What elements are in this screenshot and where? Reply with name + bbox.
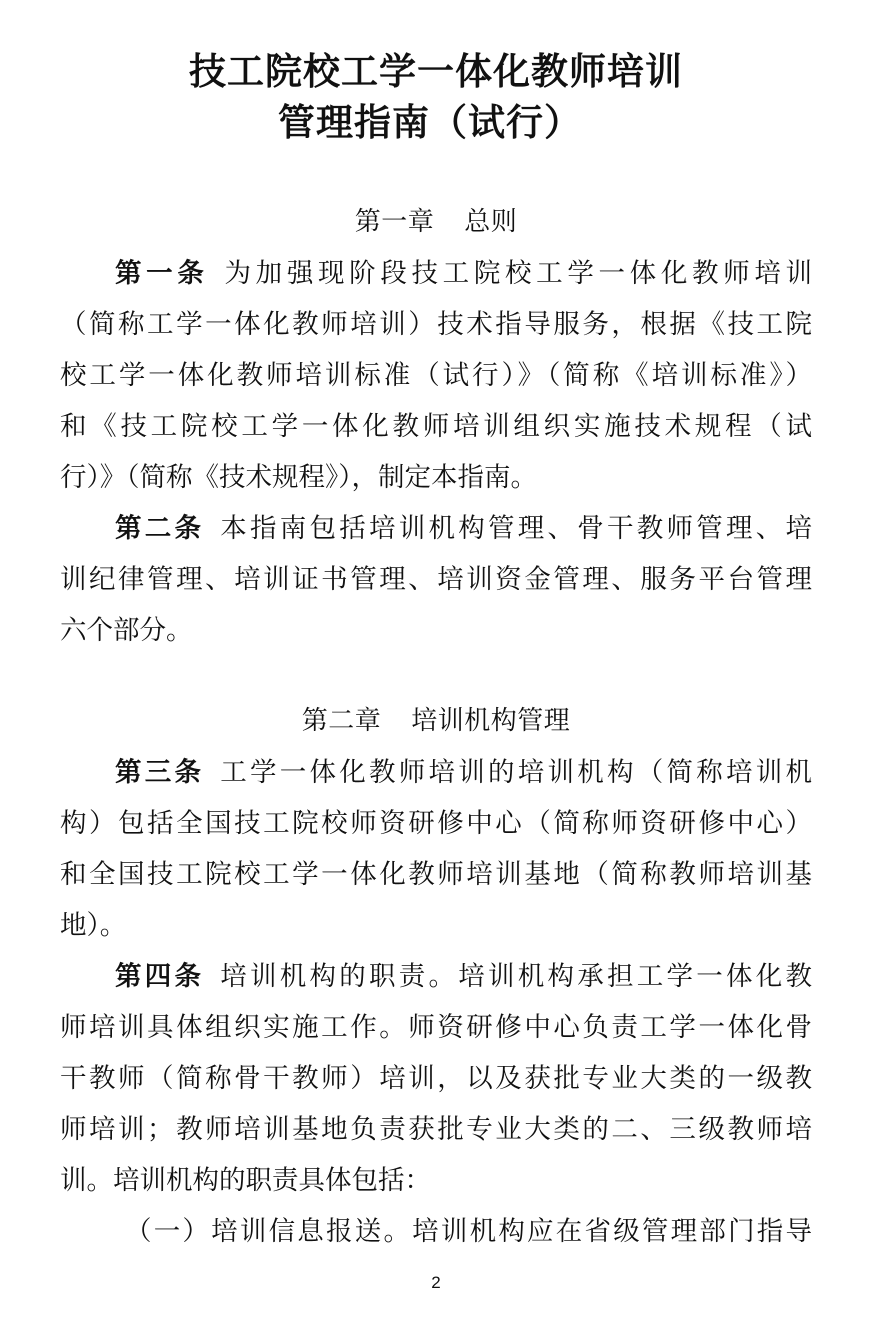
page-number: 2 (431, 1273, 441, 1292)
article3-line4: 地）。 (60, 910, 127, 941)
article2-line3: 六个部分。 (60, 615, 193, 646)
chapter1-name: 总则 (464, 207, 518, 237)
article3-label: 第三条 (115, 757, 205, 788)
article2-line2: 训纪律管理、培训证书管理、培训资金管理、服务平台管理 (60, 564, 812, 595)
document-title-line2: 管理指南（试行） (278, 101, 582, 144)
article2-line1 (115, 513, 812, 545)
article3-line3: 和全国技工院校工学一体化教师培训基地（简称教师培训基 (60, 859, 812, 890)
article4-line5: 训。培训机构的职责具体包括： (60, 1165, 431, 1196)
article2-label: 第二条 (115, 513, 205, 544)
article1-text-1: 为加强现阶段技工院校工学一体化教师培训 (224, 258, 812, 289)
chapter2-number: 第二章 (301, 706, 382, 736)
chapter2-heading (0, 705, 872, 737)
document-title-line1: 技工院校工学一体化教师培训 (189, 50, 683, 93)
article1-line1 (115, 258, 812, 290)
article1-line2: （简称工学一体化教师培训）技术指导服务，根据《技工院 (60, 309, 812, 340)
article4-line4: 师培训；教师培训基地负责获批专业大类的二、三级教师培 (60, 1114, 812, 1145)
article3-text-1: 工学一体化教师培训的培训机构（简称培训机 (220, 757, 812, 788)
article1-line4: 和《技工院校工学一体化教师培训组织实施技术规程（试 (60, 411, 812, 442)
article4-line3: 干教师（简称骨干教师）培训，以及获批专业大类的一级教 (60, 1063, 812, 1094)
chapter1-heading (0, 206, 872, 238)
article3-line2: 构）包括全国技工院校师资研修中心（简称师资研修中心） (60, 808, 812, 839)
chapter1-number: 第一章 (354, 207, 435, 237)
article1-label: 第一条 (115, 258, 209, 289)
article4-label: 第四条 (115, 961, 205, 992)
chapter2-name: 培训机构管理 (411, 706, 571, 736)
article2-text-1: 本指南包括培训机构管理、骨干教师管理、培 (220, 513, 812, 544)
article1-line5: 行）》（简称《技术规程》），制定本指南。 (60, 462, 537, 493)
article4-text-1: 培训机构的职责。培训机构承担工学一体化教 (220, 961, 812, 992)
article4-line2: 师培训具体组织实施工作。师资研修中心负责工学一体化骨 (60, 1012, 812, 1043)
article3-line1 (115, 757, 812, 789)
article4-line1 (115, 961, 812, 993)
item1-line1: （一）培训信息报送。培训机构应在省级管理部门指导 (125, 1216, 812, 1247)
article1-line3: 校工学一体化教师培训标准（试行）》（简称《培训标准》） (60, 360, 812, 391)
